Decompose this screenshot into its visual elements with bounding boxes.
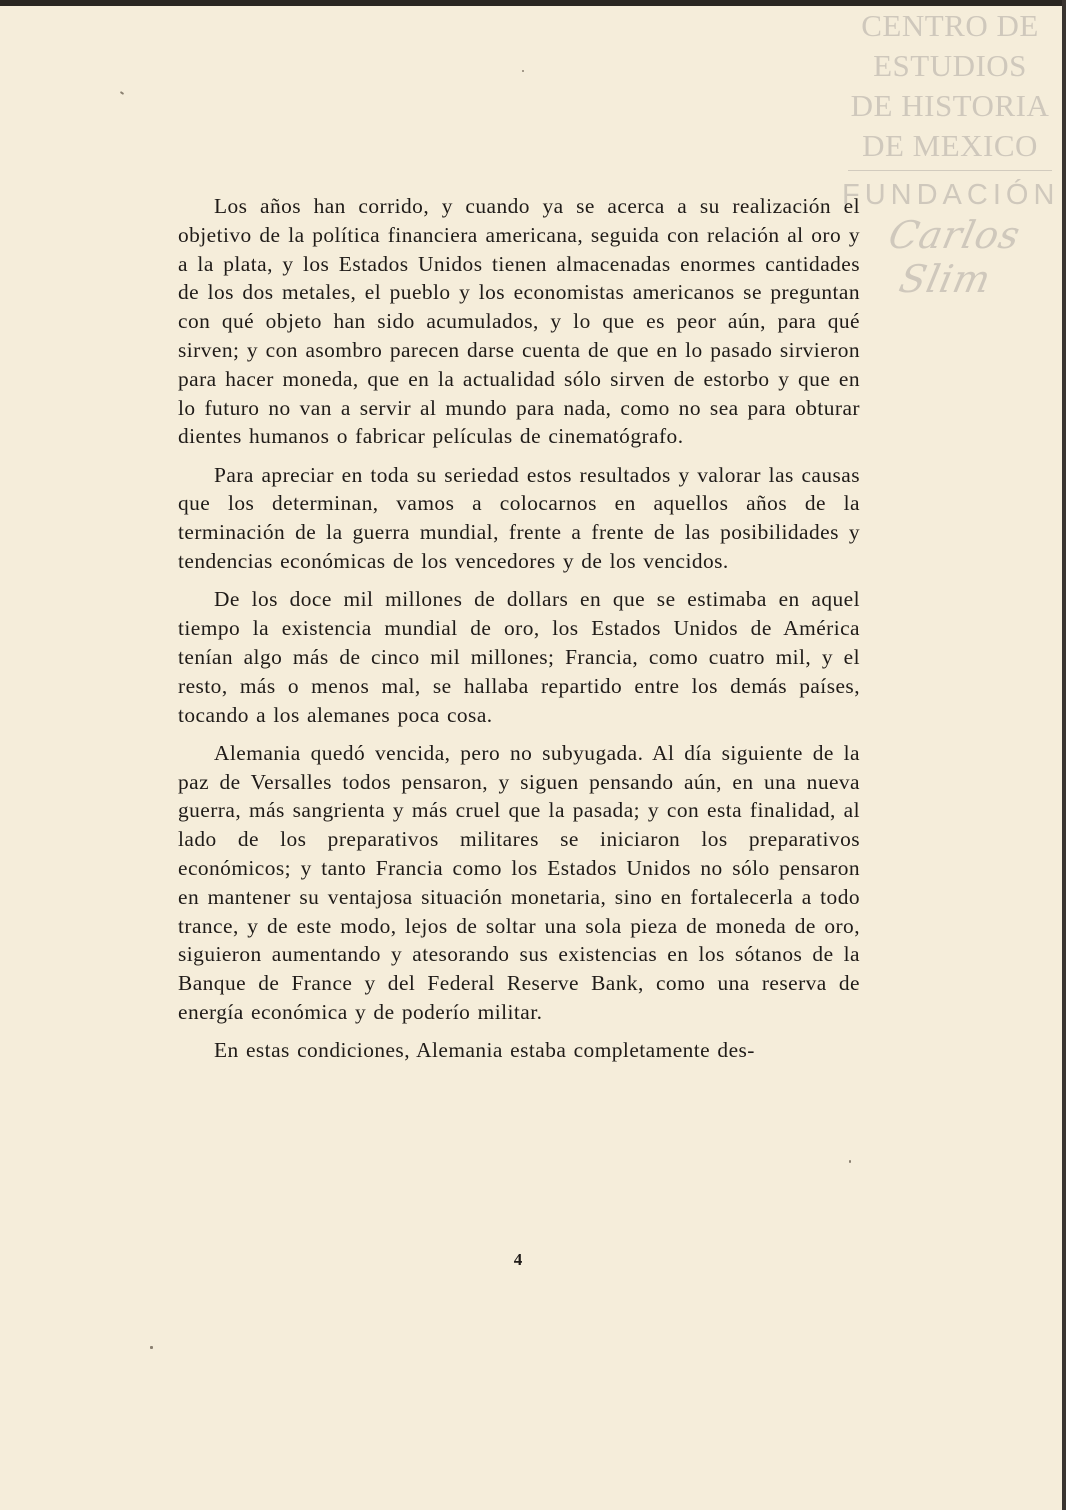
watermark-divider	[848, 170, 1052, 171]
paper-speck	[849, 1160, 851, 1163]
paper-speck	[120, 91, 124, 95]
watermark-signature: Carlos Slim	[884, 213, 1025, 301]
watermark-line-1: CENTRO DE	[861, 8, 1039, 43]
watermark-line-3: DE HISTORIA	[850, 88, 1050, 123]
watermark-line-2: ESTUDIOS	[873, 48, 1027, 83]
paper-speck	[150, 1346, 153, 1349]
paragraph-5: En estas condiciones, Alemania estaba completamente des-	[214, 1038, 755, 1063]
archive-watermark	[842, 6, 1058, 301]
paragraph-4: Alemania quedó vencida, pero no subyugada. Al día siguiente de la paz de Versalles todos pensaron, y siguen pensando aún, en una nueva guerra, más sangrienta y más cruel que la pasada; y con esta finalidad, al lado de los preparativos militares se iniciaron los preparativos económicos; y tanto Francia como los Estados Unidos no sólo pensaron en mantener su ventajosa situación monetaria, sino en fortalecerla a todo trance, y de este modo, lejos de soltar una sola pieza de moneda de oro, siguieron aumentando y atesorando sus existencias en los sótanos de la Banque de France y del Federal Reserve Bank, como una reserva de energía económica y de poderío militar.	[178, 740, 860, 1025]
paragraph-3: De los doce mil millones de dollars en que se estimaba en aquel tiempo la existencia mundial de oro, los Estados Unidos de América tenían algo más de cinco mil millones; Francia, como cuatro mil, y el resto, más o menos mal, se hallaba repartido entre los demás países, tocando a los alemanes poca cosa.	[178, 587, 860, 727]
paragraph-2: Para apreciar en toda su seriedad estos resultados y valorar las causas que los determinan, vamos a colocarnos en aquellos años de la terminación de la guerra mundial, frente a frente de las posibilidades y tendencias económicas de los vencedores y de los vencidos.	[178, 462, 860, 574]
page-number: 4	[513, 1250, 523, 1269]
watermark-line-4: DE MEXICO	[862, 128, 1038, 163]
paper-speck	[522, 70, 524, 72]
page-body-text	[178, 192, 860, 1075]
paragraph-1: Los años han corrido, y cuando ya se acerca a su realización el objetivo de la política financiera americana, seguida con relación al oro y a la plata, y los Estados Unidos tienen almacenadas enormes cantidades de los dos metales, el pueblo y los economistas americanos se preguntan con qué objeto han sido acumulados, y lo que es peor aún, para qué sirven; y con asombro parecen darse cuenta de que en lo pasado sirvieron para hacer moneda, que en la actualidad sólo sirven de estorbo y que en lo futuro no van a servir al mundo para nada, como no sea para obturar dientes humanos o fabricar películas de cinematógrafo.	[178, 194, 860, 449]
watermark-foundation: FUNDACIÓN	[842, 179, 1060, 211]
